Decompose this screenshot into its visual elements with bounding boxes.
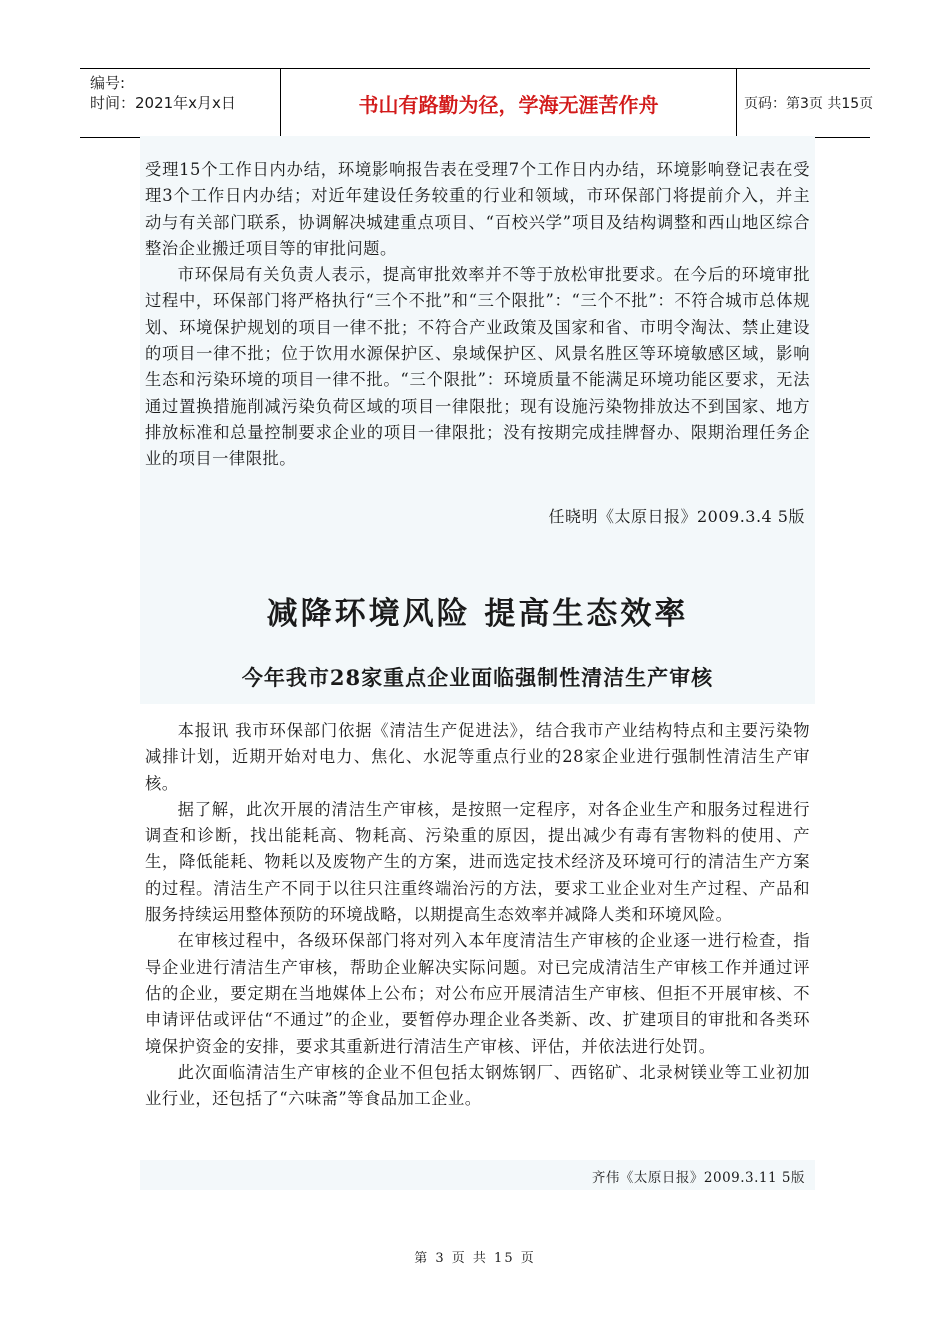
article-2-paragraph: 据了解，此次开展的清洁生产审核，是按照一定程序，对各企业生产和服务过程进行调查和诊断，找出能耗高、物耗高、污染重的原因，提出减少有毒有害物料的使用、产生，降低能耗、物耗以及废物产生的方案，进而选定技术经济及环境可行的清洁生产方案的过程。清洁生产不同于以往只注重终端治污的方法，要求工业企业对生产过程、产品和服务持续运用整体预防的环境战略，以期提高生态效率并减降人类和环境风险。: [145, 799, 810, 925]
article-1-source: 任晓明《太原日报》2009.3.4 5版: [548, 507, 805, 526]
article-2-paragraph: 在审核过程中，各级环保部门将对列入本年度清洁生产审核的企业逐一进行检查，指导企业进行清洁生产审核，帮助企业解决实际问题。对已完成清洁生产审核工作并通过评估的企业，要定期在当地媒体上公布；对公布应开展清洁生产审核、但拒不开展审核、不申请评估或评估“不通过”的企业，要暂停办理企业各类新、改、扩建项目的审批和各类环境保护资金的安排，要求其重新进行清洁生产审核、评估，并依法进行处罚。: [145, 931, 810, 1056]
header-page-cell: [736, 69, 874, 137]
article-2-paragraph: 本报讯 我市环保部门依据《清洁生产促进法》，结合我市产业结构特点和主要污染物减排计划，近期开始对电力、焦化、水泥等重点行业的28家企业进行强制性清洁生产审核。: [145, 721, 810, 793]
article-2-source: 齐伟《太原日报》2009.3.11 5版: [591, 1170, 805, 1186]
article-2-paragraph: 此次面临清洁生产审核的企业不但包括太钢炼钢厂、西铭矿、北录树镁业等工业初加业行业，还包括了“六味斋”等食品加工企业。: [145, 1062, 810, 1109]
document-date: 时间：2021年x月x日: [90, 94, 236, 112]
page-footer: 第 3 页 共 15 页: [414, 1251, 536, 1266]
header-motto-cell: [280, 69, 737, 137]
page-header: [80, 68, 874, 138]
article-2-subtitle: 今年我市28家重点企业面临强制性清洁生产审核: [241, 665, 714, 690]
article-2-title: 减降环境风险 提高生态效率: [266, 596, 689, 632]
article-2-body: [145, 718, 810, 1112]
header-motto: 书山有路勤为径，学海无涯苦作舟: [358, 92, 659, 117]
header-page-info: 页码：第3页 共15页: [744, 96, 874, 112]
article-1-paragraph: 市环保局有关负责人表示，提高审批效率并不等于放松审批要求。在今后的环境审批过程中，环保部门将严格执行“三个不批”和“三个限批”：“三个不批”：不符合城市总体规划、环境保护规划的项目一律不批；不符合产业政策及国家和省、市明令淘汰、禁止建设的项目一律不批；位于饮用水源保护区、泉域保护区、风景名胜区等环境敏感区域，影响生态和污染环境的项目一律不批。“三个限批”：环境质量不能满足环境功能区要求，无法通过置换措施削减污染负荷区域的项目一律限批；现有设施污染物排放达不到国家、地方排放标准和总量控制要求企业的项目一律限批；没有按期完成挂牌督办、限期治理任务企业的项目一律限批。: [145, 265, 810, 469]
document-number-label: 编号:: [90, 74, 126, 92]
header-meta: [80, 69, 280, 137]
article-1-body: [145, 157, 810, 473]
article-1-paragraph: 受理15个工作日内办结，环境影响报告表在受理7个工作日内办结，环境影响登记表在受理3个工作日内办结；对近年建设任务较重的行业和领域，市环保部门将提前介入，并主动与有关部门联系，协调解决城建重点项目、“百校兴学”项目及结构调整和西山地区综合整治企业搬迁项目等的审批问题。: [145, 160, 810, 258]
